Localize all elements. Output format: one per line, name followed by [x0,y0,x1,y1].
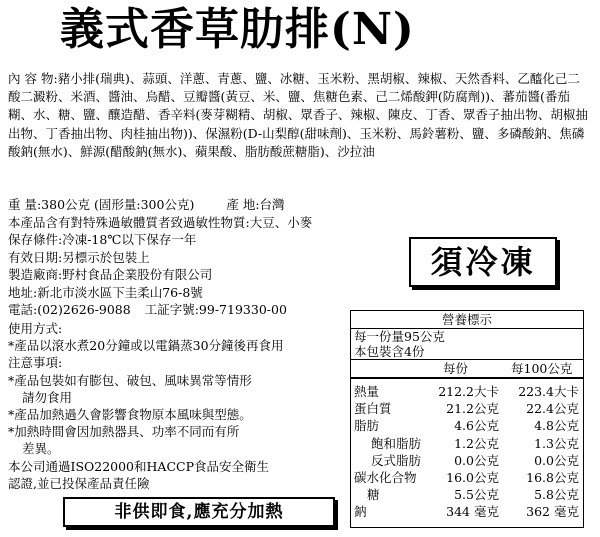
origin: 產 地:台灣 [226,197,285,212]
nutrition-row [351,400,583,417]
nutrition-row [351,503,583,520]
manufacturer-address: 地址:新北市淡水區下圭柔山76-8號 [8,284,203,300]
notice-1: *產品包裝如有膨包、破包、風味異常等情形 [8,372,252,388]
nutrition-heading: 營養標示 [351,311,583,329]
phone-reg-row [8,301,408,319]
nutrient-name: 脂肪 [354,418,380,434]
storage-condition: 保存條件:冷凍-18℃以下保存一年 [8,232,197,247]
nutrient-name: 蛋白質 [354,401,392,417]
nutrient-per-100g: 1.3公克 [534,435,579,451]
nutrition-row [351,469,583,486]
servings-per-pack: 本包裝含4份 [351,344,583,360]
col-per-serving: 每份 [443,361,469,376]
notice-2: *產品加熱過久會影響食物原本風味與型態。 [8,407,252,423]
nutrition-column-headers [351,360,583,379]
nutrient-per-serving: 212.2大卡 [438,384,499,399]
notice-1-cont: 請勿食用 [22,389,73,405]
nutrient-per-serving: 0.0公克 [454,452,499,468]
nutrient-per-100g: 223.4大卡 [518,384,579,399]
nutrient-per-100g: 4.8公克 [534,418,579,434]
expiry-date: 有效日期:另標示於包裝上 [8,249,150,265]
product-title: 義式香草肋排(N) [60,4,415,55]
certification: 本公司通過ISO22000和HACCP食品安全衛生 [8,458,269,474]
nutrient-name: 熱量 [354,384,380,399]
nutrition-facts-table [350,310,584,528]
nutrition-row [351,435,583,452]
allergen-info: 本產品含有對特殊過敏體質者致過敏性物質:大豆、小麥 [8,214,313,230]
nutrition-row [351,486,583,503]
nutrient-per-100g: 22.4公克 [526,401,579,417]
keep-frozen-badge: 須冷凍 [409,237,557,287]
notice-3: *加熱時間會因加熱器具、功率不同而有所 [8,424,240,440]
cook-thoroughly-badge: 非供即食,應充分加熱 [63,497,335,527]
ingredients-text: 內 容 物:豬小排(瑞典)、蒜頭、洋蔥、青蔥、鹽、冰糖、玉米粉、黑胡椒、辣椒、天然香料、乙醯化己二酸二澱粉、米酒、醬油、烏醋、豆瓣醬(黃豆、米、鹽、焦糖色素、己二烯酸鉀(防腐劑))、蕃茄醬(番茄糊、水、糖、鹽、釀造醋、香辛料(麥芽糊精、胡椒、眾香子、辣椒、陳皮、丁香、眾香子抽出物、胡椒抽出物、丁香抽出物、肉桂抽出物))、保濕粉(D-山梨醇(甜味劑)、玉米粉、馬鈴薯粉、鹽、多磷酸鈉、焦磷酸鈉(無水)、鮮源(醋酸鈉(無水)、蘋果酸、脂肪酸蔗糖脂)、沙拉油 [8,71,588,159]
nutrient-per-serving: 21.2公克 [446,401,499,417]
nutrient-per-100g: 16.8公克 [526,469,579,485]
nutrient-name: 碳水化合物 [354,469,417,485]
weight-origin-row [8,196,408,214]
usage-method: *產品以滾水煮20分鐘或以電鍋蒸30分鐘後再食用 [8,338,284,354]
col-per-100g: 每100公克 [511,361,573,376]
nutrient-per-serving: 5.5公克 [454,487,499,503]
nutrient-per-100g: 362 毫克 [526,504,579,520]
usage-heading: 使用方式: [8,321,63,336]
nutrient-name: 糖 [367,487,380,503]
usage-section [8,320,348,492]
nutrient-per-100g: 0.0公克 [534,452,579,468]
nutrient-per-serving: 16.0公克 [446,469,499,485]
nutrient-per-100g: 5.8公克 [534,487,579,503]
nutrient-name: 反式脂肪 [371,452,422,468]
certification-cont: 認證,並已投保產品責任險 [8,475,150,491]
nutrient-per-serving: 1.2公克 [454,435,499,451]
nutrition-row [351,452,583,469]
net-weight: 重 量:380公克 (固形量:300公克) [8,197,195,212]
nutrient-name: 飽和脂肪 [371,435,422,451]
factory-registration: 工証字號:99-719330-00 [144,302,287,317]
manufacturer: 製造廠商:野村食品企業股份有限公司 [8,267,213,282]
serving-size: 每一份量95公克 [354,329,445,344]
notice-3-cont: 差異。 [22,441,60,457]
nutrition-row [351,383,583,400]
nutrient-per-serving: 344 毫克 [446,504,499,520]
nutrient-name: 鈉 [354,504,367,520]
nutrition-row [351,417,583,434]
phone-number: 電話:(02)2626-9088 [8,302,131,317]
notice-heading: 注意事項: [8,355,63,371]
product-info [8,196,408,319]
nutrition-rows [351,379,583,521]
nutrient-per-serving: 4.6公克 [454,418,499,434]
